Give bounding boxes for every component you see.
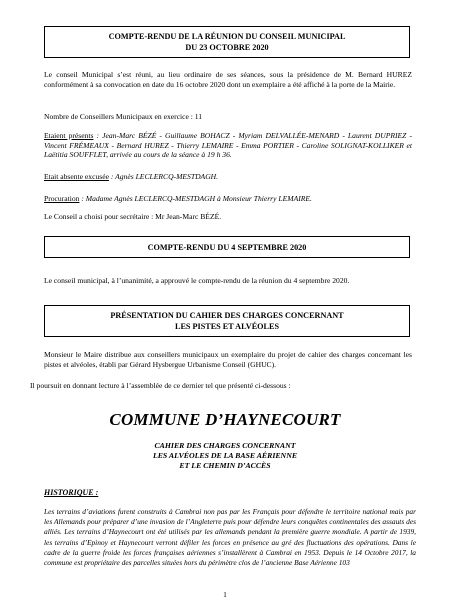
- procuration-text: : Madame Agnès LECLERCQ-MESTDAGH à Monsieur Thierry LEMAIRE.: [79, 194, 312, 203]
- cahier-line1: CAHIER DES CHARGES CONCERNANT: [154, 441, 296, 450]
- historique-paragraph: Les terrains d’aviations furent construits à Cambrai non pas par les Français pour défendre le territoire national mais par les Allemands pour préparer d’une invasion de l’Angleterre puis pour défendre leurs conquêtes continentales des assauts des alliés. Les terrains d’Haynecourt ont été utilisés par les allemands pendant la première guerre mondiale. A partir de 1939, les terrains d’Epinoy et Haynecourt verront défiler les forces en présence au gré des fluctuations des opérations. Dans le cadre de la guerre froide les forces françaises aériennes s’installèrent à Cambrai en 1953. Depuis le 14 Octobre 2017, la commune est propriétaire des parcelles situées hors du périmètre clos de l’ancienne Base Aérienne 103: [44, 507, 416, 568]
- absente-paragraph: [44, 172, 412, 182]
- absente-label: Etait absente excusée: [44, 172, 109, 181]
- header-title-line2: DU 23 OCTOBRE 2020: [185, 43, 269, 52]
- historique-heading: HISTORIQUE :: [44, 488, 99, 497]
- section-title-cahier-line2: LES PISTES ET ALVÉOLES: [175, 322, 279, 331]
- presents-label: Etaient présents: [44, 131, 94, 140]
- maire-paragraph: Monsieur le Maire distribue aux conseillers municipaux un exemplaire du projet de cahier des charges concernant les pistes et alvéoles, établi par Gérard Hysbergue Urbanisme Conseil (GHUC).: [44, 350, 412, 369]
- presents-list: : Jean-Marc BÉZÉ - Guillaume BOHACZ - Myriam DELVALLÉE-MENARD - Laurent DUPRIEZ - Vincent FRÉMEAUX - Bernard HUREZ - Thierry LEMAIRE - Emma PORTIER - Caroline SOLIGNAT-KOLLIKER et Laëtitia SOUFFLET, arrivée au cours de la séance à 19 h 36.: [44, 131, 412, 160]
- absente-name: : Agnès LECLERCQ-MESTDAGH.: [108, 172, 219, 181]
- section-title-cahier-line1: PRÉSENTATION DU CAHIER DES CHARGES CONCERNANT: [110, 311, 344, 320]
- cahier-subtitle: [0, 441, 450, 471]
- procuration-label: Procuration: [44, 194, 80, 203]
- councillors-count: Nombre de Conseillers Municipaux en exercice : 11: [44, 112, 203, 121]
- header-box: [44, 26, 410, 58]
- presents-paragraph: [44, 131, 412, 160]
- procuration-paragraph: [44, 194, 412, 204]
- lecture-paragraph: Il poursuit en donnant lecture à l’assemblée de ce dernier tel que présenté ci-dessous :: [30, 381, 291, 390]
- section-title-compte-rendu: COMPTE-RENDU DU 4 SEPTEMBRE 2020: [147, 243, 307, 252]
- section-box-compte-rendu: [44, 236, 410, 258]
- approbation-paragraph: Le conseil municipal, à l’unanimité, a approuvé le compte-rendu de la réunion du 4 septembre 2020.: [44, 276, 350, 285]
- cahier-line2: LES ALVÉOLES DE LA BASE AÉRIENNE: [152, 451, 298, 460]
- page-number: 1: [223, 590, 227, 599]
- header-title-line1: COMPTE-RENDU DE LA RÉUNION DU CONSEIL MUNICIPAL: [108, 32, 346, 41]
- section-box-cahier: [44, 305, 410, 337]
- commune-title: COMMUNE D’HAYNECOURT: [109, 410, 341, 429]
- secretaire-paragraph: Le Conseil a choisi pour secrétaire : Mr Jean-Marc BÉZÉ.: [44, 212, 222, 221]
- intro-paragraph: Le conseil Municipal s’est réuni, au lieu ordinaire de ses séances, sous la présidence de M. Bernard HUREZ conformément à sa convocation en date du 16 octobre 2020 dont un exemplaire a été affiché à la porte de la Mairie.: [44, 70, 412, 89]
- cahier-line3: ET LE CHEMIN D’ACCÈS: [179, 461, 271, 470]
